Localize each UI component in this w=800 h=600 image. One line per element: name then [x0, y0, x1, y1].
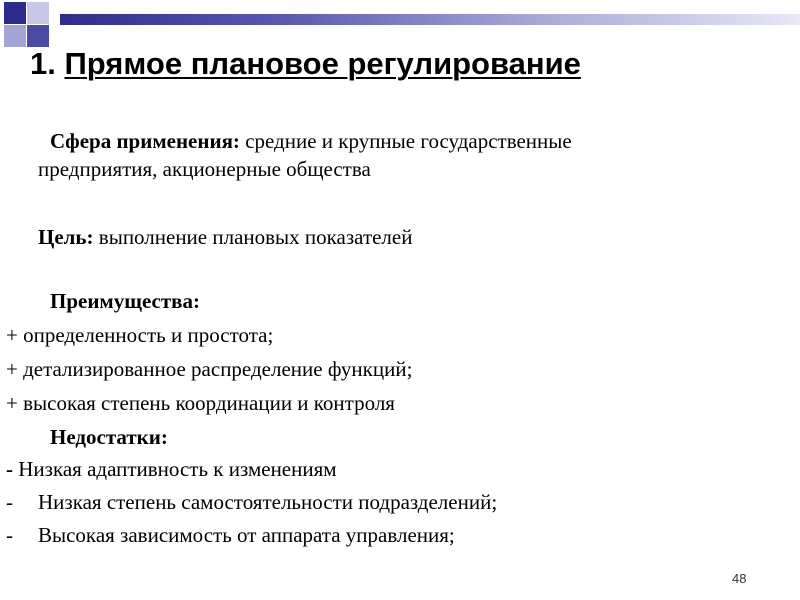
- disadvantage-text: Низкая степень самостоятельности подразделений;: [38, 490, 498, 514]
- disadvantage-marker: -: [6, 457, 13, 481]
- page-number: 48: [732, 571, 747, 586]
- advantage-item: + определенность и простота;: [6, 323, 274, 347]
- goal-text: выполнение плановых показателей: [98, 225, 413, 249]
- disadvantage-text: Высокая зависимость от аппарата управления;: [38, 523, 455, 547]
- title-number: 1.: [30, 46, 56, 81]
- disadvantage-item: [6, 456, 337, 482]
- slide-title: [30, 42, 581, 86]
- disadvantage-item: [6, 489, 497, 515]
- advantage-item: + детализированное распределение функций;: [6, 357, 413, 381]
- decor-square: [4, 25, 26, 47]
- scope-label: Сфера применения:: [50, 129, 240, 153]
- disadvantage-marker: -: [6, 523, 13, 547]
- disadvantage-item: [6, 522, 455, 548]
- decorative-header-band: [0, 0, 800, 38]
- advantages-heading: Преимущества:: [50, 289, 201, 313]
- scope-line-1: [50, 128, 572, 154]
- scope-text-1: средние и крупные государственные: [245, 129, 572, 153]
- disadvantage-marker: -: [6, 490, 13, 514]
- disadvantages-heading: Недостатки:: [50, 425, 168, 449]
- advantage-item: + высокая степень координации и контроля: [6, 391, 395, 415]
- decor-square: [4, 2, 26, 24]
- decor-gradient-bar: [60, 14, 800, 25]
- scope-text-2: предприятия, акционерные общества: [38, 157, 371, 181]
- disadvantage-text: Низкая адаптивность к изменениям: [13, 457, 337, 481]
- title-text: Прямое плановое регулирование: [64, 46, 581, 81]
- decor-square: [27, 2, 49, 24]
- goal-line: [38, 224, 412, 250]
- scope-line-2: [38, 156, 371, 182]
- goal-label: Цель:: [38, 225, 94, 249]
